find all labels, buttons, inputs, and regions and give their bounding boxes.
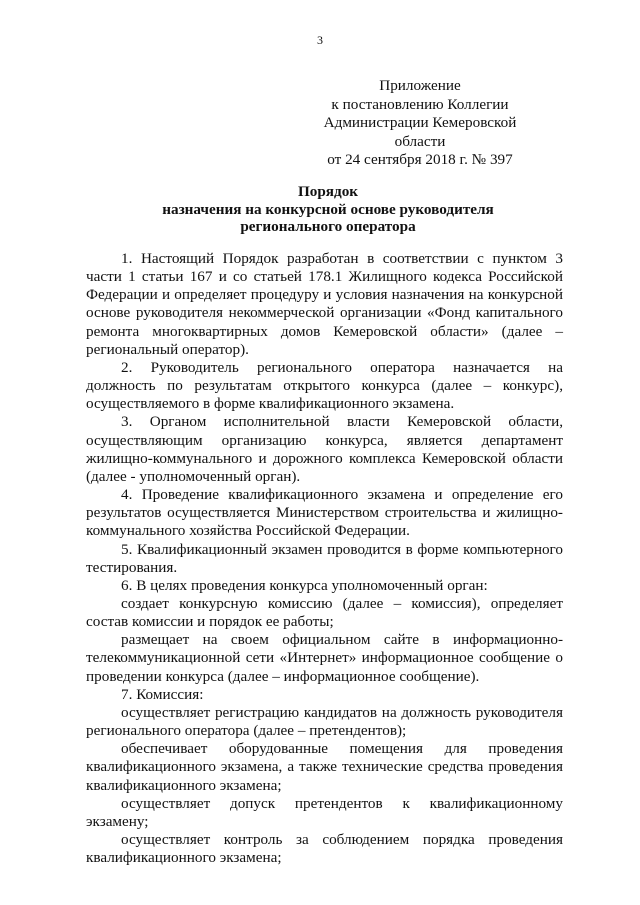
paragraph: 2. Руководитель регионального оператора назначается на должность по результатам открытого конкурса (далее – конкурс), осуществляемого в форме квалификационного экзамена. [86,358,563,413]
document-title [0,183,640,236]
paragraph: обеспечивает оборудованные помещения для проведения квалификационного экзамена, а также технические средства проведения квалификационного экзамена; [86,740,563,794]
paragraph: осуществляет контроль за соблюдением порядка проведения квалификационного экзамена; [86,831,563,867]
appendix-line: от 24 сентября 2018 г. № 397 [327,151,513,168]
paragraph: осуществляет допуск претендентов к квалификационному экзамену; [86,794,563,830]
paragraph: создает конкурсную комиссию (далее – комиссия), определяет состав комиссии и порядок ее работы; [86,594,563,631]
appendix-line: Приложение [379,77,461,94]
paragraph: 1. Настоящий Порядок разработан в соответствии с пунктом 3 части 1 статьи 167 и со статьей 178.1 Жилищного кодекса Российской Федерации и определяет процедуру и условия назначения на конкурсной основе руководителя некоммерческой организации «Фонд капитального ремонта многоквартирных домов Кемеровской области» (далее – региональный оператор). [86,250,563,358]
paragraph: размещает на своем официальном сайте в информационно-телекоммуникационной сети «Интернет» информационное сообщение о проведении конкурса (далее – информационное сообщение). [86,631,563,685]
title-line: регионального оператора [240,218,416,235]
appendix-line: Администрации Кемеровской области [323,114,517,150]
appendix-line: к постановлению Коллегии [331,95,509,113]
paragraph: осуществляет регистрацию кандидатов на должность руководителя регионального оператора (далее – претендентов); [86,703,563,740]
document-body [86,250,563,867]
appendix-block [300,77,540,170]
paragraph: 5. Квалификационный экзамен проводится в форме компьютерного тестирования. [86,540,563,576]
paragraph: 6. В целях проведения конкурса уполномоченный орган: [121,576,488,594]
title-line: назначения на конкурсной основе руководителя [162,200,494,218]
page-number: 3 [317,33,323,47]
title-line: Порядок [297,183,359,200]
paragraph: 3. Органом исполнительной власти Кемеровской области, осуществляющим организацию конкурса, является департамент жилищно-коммунального и дорожного комплекса Кемеровской области (далее - уполномоченный орган). [86,413,563,485]
paragraph: 7. Комиссия: [121,685,204,703]
paragraph: 4. Проведение квалификационного экзамена и определение его результатов осуществляется Министерством строительства и жилищно-коммунального хозяйства Российской Федерации. [86,486,563,540]
